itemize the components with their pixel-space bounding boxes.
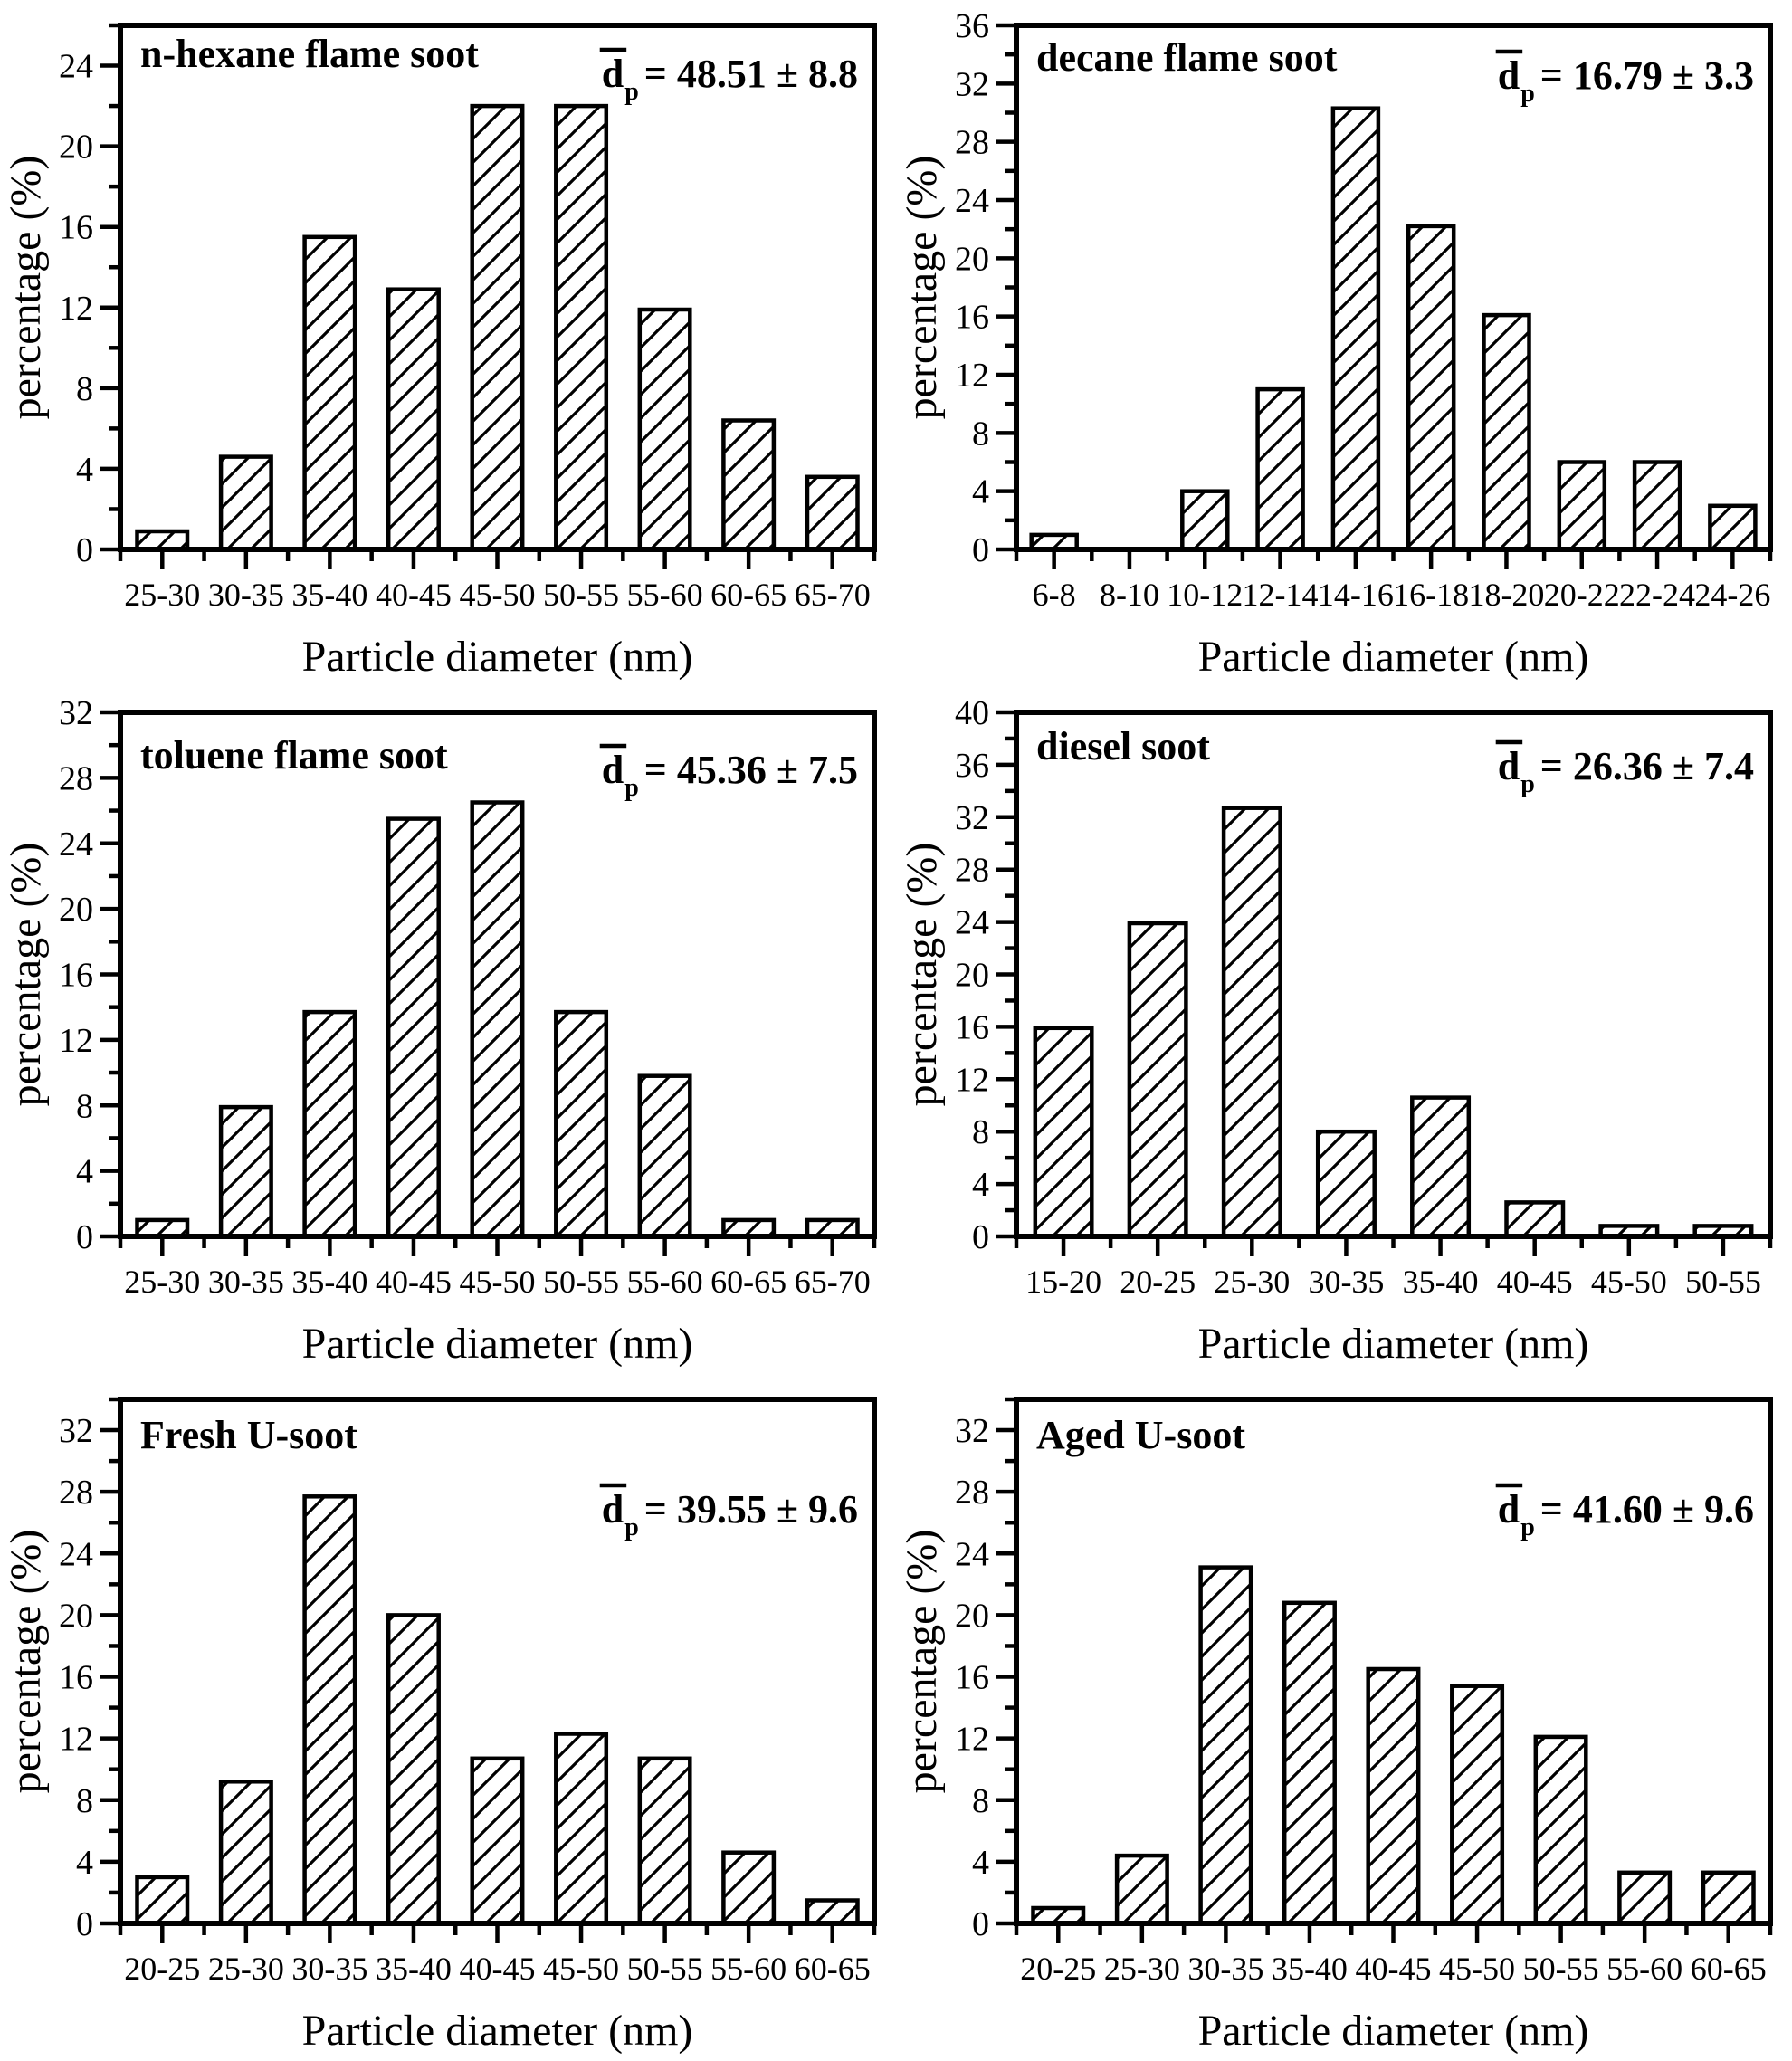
bar-20-25 xyxy=(138,1877,188,1923)
y-tick-label: 24 xyxy=(955,1535,989,1574)
x-tick-label: 30-35 xyxy=(1187,1951,1264,1987)
x-axis-label: Particle diameter (nm) xyxy=(1197,1320,1589,1368)
chart-svg xyxy=(896,1374,1792,2061)
y-tick-label: 20 xyxy=(59,1597,93,1636)
dp-value: = 41.60 ± 9.6 xyxy=(1539,1487,1755,1531)
dp-subscript: p xyxy=(1520,770,1535,798)
y-tick-label: 24 xyxy=(955,182,989,220)
x-tick-label: 65-70 xyxy=(794,577,871,613)
x-tick-label: 40-45 xyxy=(1355,1951,1432,1987)
bar-50-55 xyxy=(1536,1737,1587,1923)
bar-30-35 xyxy=(305,1496,356,1923)
x-tick-label: 35-40 xyxy=(375,1951,452,1987)
x-tick-label: 22-24 xyxy=(1619,577,1696,613)
chart-panel-aged-u-soot xyxy=(896,1374,1792,2061)
bar-25-30 xyxy=(1117,1856,1168,1923)
x-tick-label: 16-18 xyxy=(1393,577,1470,613)
x-tick-label: 30-35 xyxy=(291,1951,368,1987)
bar-35-40 xyxy=(1284,1603,1335,1923)
y-tick-label: 36 xyxy=(955,746,989,785)
bar-50-55 xyxy=(556,106,606,549)
y-axis-label: percentage (%) xyxy=(898,842,946,1107)
y-tick-label: 4 xyxy=(972,1843,989,1882)
mean-diameter-annotation xyxy=(1496,52,1754,108)
x-tick-label: 60-65 xyxy=(710,577,787,613)
bar-40-45 xyxy=(1368,1669,1419,1923)
bar-14-16 xyxy=(1333,109,1378,549)
x-tick-label: 45-50 xyxy=(543,1951,620,1987)
bar-30-35 xyxy=(1318,1131,1375,1236)
y-tick-label: 12 xyxy=(59,1021,93,1060)
x-tick-label: 18-20 xyxy=(1468,577,1545,613)
chart-panel-n-hexane-flame-soot xyxy=(0,0,896,687)
bar-30-35 xyxy=(1201,1568,1252,1923)
mean-diameter-annotation xyxy=(600,1485,858,1541)
chart-svg xyxy=(896,0,1792,687)
y-tick-label: 0 xyxy=(972,531,989,569)
x-tick-label: 50-55 xyxy=(543,577,620,613)
bar-55-60 xyxy=(640,310,691,549)
x-tick-label: 24-26 xyxy=(1694,577,1771,613)
y-tick-label: 32 xyxy=(59,694,93,732)
y-tick-label: 12 xyxy=(59,289,93,328)
chart-title: diesel soot xyxy=(1036,724,1210,768)
y-tick-label: 28 xyxy=(59,1474,93,1512)
bar-45-50 xyxy=(1452,1686,1502,1923)
x-tick-label: 50-55 xyxy=(626,1951,703,1987)
y-tick-label: 24 xyxy=(59,825,93,864)
x-tick-label: 30-35 xyxy=(207,577,284,613)
dp-symbol: d xyxy=(1497,744,1520,788)
bar-16-18 xyxy=(1408,226,1454,549)
y-tick-label: 8 xyxy=(972,415,989,453)
bar-20-22 xyxy=(1559,463,1605,550)
chart-svg xyxy=(0,687,896,1374)
x-tick-label: 25-30 xyxy=(207,1951,284,1987)
bar-30-35 xyxy=(221,457,272,549)
x-tick-label: 60-65 xyxy=(794,1951,871,1987)
y-tick-label: 12 xyxy=(955,1720,989,1759)
y-tick-label: 20 xyxy=(955,1597,989,1636)
y-tick-label: 8 xyxy=(76,1087,93,1126)
x-tick-label: 12-14 xyxy=(1242,577,1319,613)
x-tick-label: 25-30 xyxy=(1214,1264,1291,1300)
bar-60-65 xyxy=(807,1901,858,1924)
x-tick-label: 65-70 xyxy=(794,1264,871,1300)
y-tick-label: 12 xyxy=(955,357,989,395)
y-axis-label: percentage (%) xyxy=(2,842,50,1107)
y-tick-label: 0 xyxy=(972,1905,989,1943)
dp-value: = 45.36 ± 7.5 xyxy=(643,748,859,792)
y-tick-label: 0 xyxy=(76,531,93,569)
chart-svg xyxy=(0,1374,896,2061)
dp-subscript: p xyxy=(624,774,639,802)
x-tick-label: 10-12 xyxy=(1167,577,1244,613)
y-tick-label: 32 xyxy=(955,65,989,104)
bar-40-45 xyxy=(388,290,439,549)
bar-60-65 xyxy=(1703,1873,1754,1923)
x-tick-label: 45-50 xyxy=(459,1264,536,1300)
y-tick-label: 8 xyxy=(76,369,93,408)
x-axis-label: Particle diameter (nm) xyxy=(301,2007,693,2055)
x-tick-label: 40-45 xyxy=(459,1951,536,1987)
x-axis-label: Particle diameter (nm) xyxy=(1197,633,1589,681)
x-tick-label: 40-45 xyxy=(375,1264,452,1300)
y-tick-label: 12 xyxy=(59,1720,93,1759)
y-tick-label: 16 xyxy=(59,208,93,247)
y-tick-label: 20 xyxy=(955,240,989,279)
y-tick-label: 0 xyxy=(972,1218,989,1256)
dp-subscript: p xyxy=(1520,1513,1535,1541)
bar-24-26 xyxy=(1710,506,1755,549)
bar-20-25 xyxy=(1130,923,1187,1236)
y-tick-label: 36 xyxy=(955,7,989,45)
bar-35-40 xyxy=(388,1615,439,1923)
chart-svg xyxy=(0,0,896,687)
x-tick-label: 30-35 xyxy=(1308,1264,1385,1300)
mean-diameter-annotation xyxy=(1496,1485,1754,1541)
dp-value: = 39.55 ± 9.6 xyxy=(643,1487,859,1531)
mean-diameter-annotation xyxy=(1496,742,1754,798)
bar-18-20 xyxy=(1484,315,1530,549)
dp-symbol: d xyxy=(601,52,624,96)
x-tick-label: 20-22 xyxy=(1543,577,1620,613)
x-tick-label: 55-60 xyxy=(710,1951,787,1987)
y-tick-label: 20 xyxy=(955,956,989,995)
x-tick-label: 8-10 xyxy=(1099,577,1159,613)
y-tick-label: 24 xyxy=(955,903,989,942)
y-tick-label: 8 xyxy=(972,1781,989,1820)
dp-symbol: d xyxy=(1497,53,1520,98)
bar-35-40 xyxy=(305,1012,356,1236)
x-tick-label: 35-40 xyxy=(291,577,368,613)
dp-value: = 48.51 ± 8.8 xyxy=(643,52,859,96)
x-tick-label: 60-65 xyxy=(1690,1951,1767,1987)
bar-45-50 xyxy=(556,1734,606,1924)
bar-35-40 xyxy=(305,237,356,549)
x-tick-label: 55-60 xyxy=(626,577,703,613)
chart-panel-fresh-u-soot xyxy=(0,1374,896,2061)
x-tick-label: 20-25 xyxy=(1120,1264,1196,1300)
y-tick-label: 16 xyxy=(59,956,93,995)
x-tick-label: 50-55 xyxy=(1522,1951,1599,1987)
bar-15-20 xyxy=(1035,1028,1092,1236)
y-tick-label: 16 xyxy=(955,298,989,337)
chart-title: n-hexane flame soot xyxy=(140,32,479,76)
bar-45-50 xyxy=(472,106,523,549)
bar-35-40 xyxy=(1412,1098,1469,1236)
y-tick-label: 24 xyxy=(59,47,93,86)
chart-panel-decane-flame-soot xyxy=(896,0,1792,687)
y-tick-label: 12 xyxy=(955,1061,989,1100)
y-tick-label: 28 xyxy=(59,759,93,798)
bar-40-45 xyxy=(1507,1202,1564,1236)
y-axis-label: percentage (%) xyxy=(898,1529,946,1794)
x-axis-label: Particle diameter (nm) xyxy=(1197,2007,1589,2055)
y-tick-label: 16 xyxy=(955,1658,989,1697)
x-tick-label: 35-40 xyxy=(1271,1951,1348,1987)
x-tick-label: 6-8 xyxy=(1032,577,1076,613)
bar-60-65 xyxy=(723,421,774,550)
bar-22-24 xyxy=(1635,463,1680,550)
x-tick-label: 14-16 xyxy=(1317,577,1394,613)
y-tick-label: 28 xyxy=(955,1474,989,1512)
x-tick-label: 50-55 xyxy=(543,1264,620,1300)
x-tick-label: 40-45 xyxy=(1496,1264,1573,1300)
bar-55-60 xyxy=(1619,1873,1670,1923)
chart-svg xyxy=(896,687,1792,1374)
bar-50-55 xyxy=(556,1012,606,1236)
y-tick-label: 28 xyxy=(955,123,989,162)
y-tick-label: 8 xyxy=(76,1781,93,1820)
y-tick-label: 0 xyxy=(76,1905,93,1943)
x-tick-label: 15-20 xyxy=(1025,1264,1102,1300)
dp-symbol: d xyxy=(601,748,624,792)
y-tick-label: 4 xyxy=(76,1152,93,1191)
dp-value: = 26.36 ± 7.4 xyxy=(1539,744,1755,788)
bar-65-70 xyxy=(807,477,858,549)
mean-diameter-annotation xyxy=(600,746,858,802)
bar-40-45 xyxy=(472,1759,523,1923)
y-tick-label: 32 xyxy=(955,1412,989,1451)
bar-12-14 xyxy=(1258,389,1303,549)
y-tick-label: 0 xyxy=(76,1218,93,1256)
y-tick-label: 20 xyxy=(59,891,93,930)
bar-40-45 xyxy=(388,819,439,1236)
x-tick-label: 60-65 xyxy=(710,1264,787,1300)
x-axis-label: Particle diameter (nm) xyxy=(301,633,693,681)
y-axis-label: percentage (%) xyxy=(2,155,50,420)
x-tick-label: 20-25 xyxy=(1020,1951,1097,1987)
y-tick-label: 4 xyxy=(972,1166,989,1205)
y-tick-label: 28 xyxy=(955,851,989,890)
x-tick-label: 45-50 xyxy=(459,577,536,613)
chart-title: decane flame soot xyxy=(1036,35,1338,80)
bar-55-60 xyxy=(640,1076,691,1236)
bar-55-60 xyxy=(723,1853,774,1923)
chart-title: Aged U-soot xyxy=(1036,1413,1245,1457)
y-tick-label: 4 xyxy=(972,472,989,511)
y-tick-label: 40 xyxy=(955,694,989,732)
y-tick-label: 24 xyxy=(59,1535,93,1574)
y-tick-label: 4 xyxy=(76,450,93,489)
bar-45-50 xyxy=(472,803,523,1237)
chart-title: toluene flame soot xyxy=(140,733,448,778)
chart-panel-toluene-flame-soot xyxy=(0,687,896,1374)
bar-10-12 xyxy=(1182,491,1227,549)
x-tick-label: 35-40 xyxy=(291,1264,368,1300)
dp-subscript: p xyxy=(624,1513,639,1541)
y-tick-label: 8 xyxy=(972,1113,989,1152)
chart-title: Fresh U-soot xyxy=(140,1413,357,1457)
x-tick-label: 40-45 xyxy=(375,577,452,613)
y-tick-label: 32 xyxy=(955,798,989,837)
y-axis-label: percentage (%) xyxy=(898,155,946,420)
y-tick-label: 16 xyxy=(59,1658,93,1697)
mean-diameter-annotation xyxy=(600,50,858,106)
y-tick-label: 32 xyxy=(59,1412,93,1451)
x-tick-label: 30-35 xyxy=(207,1264,284,1300)
x-tick-label: 55-60 xyxy=(1606,1951,1683,1987)
x-tick-label: 25-30 xyxy=(124,577,201,613)
x-tick-label: 35-40 xyxy=(1402,1264,1479,1300)
dp-symbol: d xyxy=(601,1487,624,1531)
x-tick-label: 55-60 xyxy=(626,1264,703,1300)
dp-subscript: p xyxy=(624,78,639,106)
bar-25-30 xyxy=(221,1781,272,1923)
bar-30-35 xyxy=(221,1107,272,1236)
dp-value: = 16.79 ± 3.3 xyxy=(1539,53,1755,98)
bar-50-55 xyxy=(640,1759,691,1923)
dp-symbol: d xyxy=(1497,1487,1520,1531)
x-tick-label: 50-55 xyxy=(1684,1264,1761,1300)
x-axis-label: Particle diameter (nm) xyxy=(301,1320,693,1368)
chart-panel-diesel-soot xyxy=(896,687,1792,1374)
x-tick-label: 25-30 xyxy=(124,1264,201,1300)
y-tick-label: 4 xyxy=(76,1843,93,1882)
x-tick-label: 25-30 xyxy=(1103,1951,1180,1987)
y-tick-label: 20 xyxy=(59,128,93,167)
x-tick-label: 20-25 xyxy=(124,1951,201,1987)
bar-25-30 xyxy=(1224,808,1281,1236)
dp-subscript: p xyxy=(1520,80,1535,108)
x-tick-label: 45-50 xyxy=(1439,1951,1516,1987)
y-axis-label: percentage (%) xyxy=(2,1529,50,1794)
x-tick-label: 45-50 xyxy=(1590,1264,1667,1300)
y-tick-label: 16 xyxy=(955,1008,989,1047)
